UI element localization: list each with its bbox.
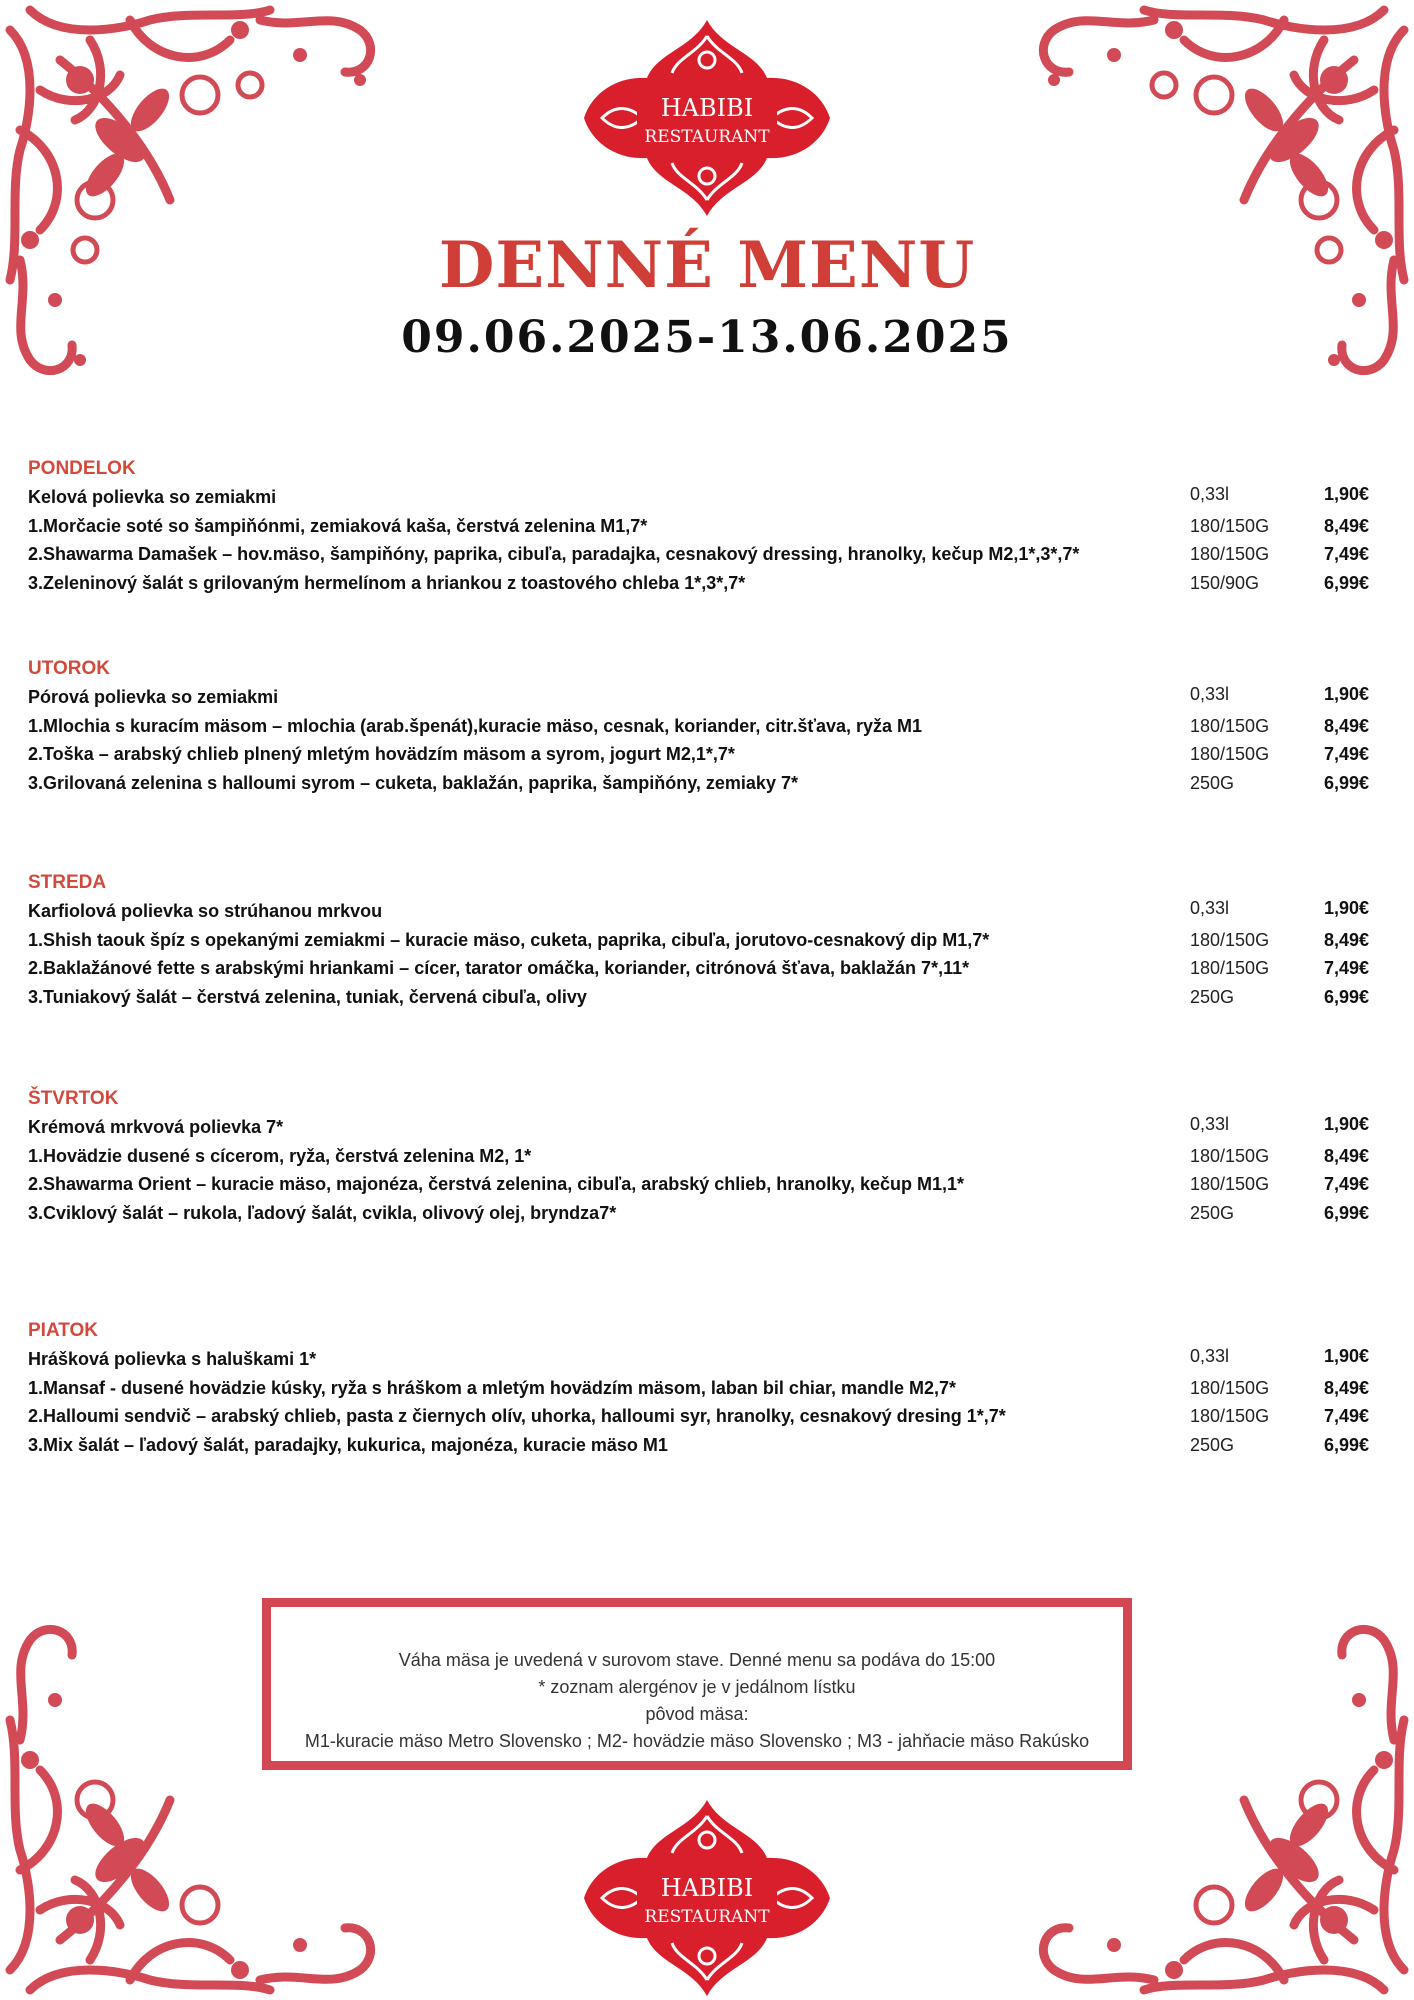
dish-quantity: 180/150G [1190, 544, 1270, 564]
dish-price: 6,99€ [1324, 772, 1370, 793]
menu-row-soup [28, 1113, 1388, 1142]
dish-name: 1.Hovädzie dusené s cícerom, ryža, čerstvá zelenina M2, 1* [28, 1145, 532, 1166]
menu-row [28, 769, 1388, 798]
menu-row [28, 712, 1388, 741]
day-section-stvrtok [28, 1085, 1388, 1227]
dish-name: 3.Cviklový šalát – rukola, ľadový šalát, cvikla, olivový olej, bryndza7* [28, 1202, 617, 1223]
dish-price: 7,49€ [1324, 544, 1370, 564]
dish-price: 8,49€ [1324, 929, 1370, 950]
day-heading: STREDA [28, 872, 107, 893]
corner-ornament-top-left [0, 0, 420, 430]
dish-quantity: 180/150G [1190, 744, 1270, 764]
dish-price: 1,90€ [1324, 898, 1370, 918]
restaurant-logo-bottom [582, 1798, 832, 1998]
menu-row [28, 1170, 1388, 1199]
menu-row [28, 983, 1388, 1012]
dish-quantity: 180/150G [1190, 929, 1270, 950]
dish-quantity: 0,33l [1190, 898, 1230, 918]
day-heading: UTOROK [28, 658, 110, 679]
dish-quantity: 0,33l [1190, 1114, 1230, 1134]
menu-row [28, 512, 1388, 541]
menu-row [28, 1142, 1388, 1171]
dish-price: 1,90€ [1324, 484, 1370, 504]
dish-name: 2.Shawarma Damašek – hov.mäso, šampiňóny, paprika, cibuľa, paradajka, cesnakový dressing, hranolky, kečup M2,1*,3*,7* [28, 544, 1080, 564]
dish-name: 3.Grilovaná zelenina s halloumi syrom – cuketa, baklažán, paprika, šampiňóny, zemiaky 7* [28, 772, 798, 793]
menu-row [28, 740, 1388, 769]
dish-quantity: 180/150G [1190, 958, 1270, 978]
footer-note [271, 1647, 1123, 1755]
menu-row [28, 1431, 1388, 1460]
dish-quantity: 250G [1190, 1434, 1235, 1455]
corner-ornament-top-right [994, 0, 1414, 430]
dish-quantity: 250G [1190, 986, 1235, 1007]
dish-price: 6,99€ [1324, 986, 1370, 1007]
dish-price: 6,99€ [1324, 1434, 1370, 1455]
footer-note-box [262, 1598, 1132, 1770]
dish-quantity: 180/150G [1190, 715, 1270, 736]
dish-price: 6,99€ [1324, 572, 1370, 593]
dish-name: 1.Morčacie soté so šampiňónmi, zemiaková kaša, čerstvá zelenina M1,7* [28, 515, 648, 536]
dish-name: Karfiolová polievka so strúhanou mrkvou [28, 901, 383, 921]
dish-quantity: 0,33l [1190, 1346, 1230, 1366]
dish-name: 1.Shish taouk špíz s opekanými zemiakmi – kuracie mäso, cuketa, paprika, cibuľa, jorutovo-cesnakový dip M1,7* [28, 929, 990, 950]
day-section-streda [28, 869, 1388, 1011]
dish-name: Krémová mrkvová polievka 7* [28, 1117, 284, 1137]
day-heading: PONDELOK [28, 458, 136, 479]
date-range: 09.06.2025-13.06.2025 [401, 312, 1013, 363]
dish-quantity: 180/150G [1190, 1406, 1270, 1426]
dish-quantity: 250G [1190, 772, 1235, 793]
dish-name: 2.Shawarma Orient – kuracie mäso, majonéza, čerstvá zelenina, cibuľa, arabský chlieb, hranolky, kečup M1,1* [28, 1174, 965, 1194]
dish-quantity: 0,33l [1190, 484, 1230, 504]
day-heading: PIATOK [28, 1320, 99, 1341]
logo-text-restaurant: RESTAURANT [644, 127, 770, 147]
dish-name: Hrášková polievka s haluškami 1* [28, 1349, 317, 1369]
dish-name: 2.Toška – arabský chlieb plnený mletým hovädzím mäsom a syrom, jogurt M2,1*,7* [28, 744, 735, 764]
day-section-piatok [28, 1317, 1388, 1459]
logo-text-restaurant: RESTAURANT [644, 1907, 770, 1927]
dish-name: Kelová polievka so zemiakmi [28, 487, 277, 507]
dish-price: 7,49€ [1324, 744, 1370, 764]
dish-quantity: 180/150G [1190, 1145, 1270, 1166]
menu-title: DENNÉ MENU [438, 228, 976, 303]
menu-row [28, 569, 1388, 598]
menu-row-soup [28, 483, 1388, 512]
menu-row [28, 1199, 1388, 1228]
menu-row [28, 926, 1388, 955]
dish-quantity: 0,33l [1190, 684, 1230, 704]
dish-name: Pórová polievka so zemiakmi [28, 687, 279, 707]
dish-name: 2.Halloumi sendvič – arabský chlieb, pasta z čiernych olív, uhorka, halloumi syr, hranolky, cesnakový dresing 1*,7* [28, 1406, 1006, 1426]
dish-price: 8,49€ [1324, 1145, 1370, 1166]
day-section-pondelok [28, 455, 1388, 597]
menu-row [28, 954, 1388, 983]
dish-quantity: 180/150G [1190, 1377, 1270, 1398]
dish-name: 3.Zeleninový šalát s grilovaným hermelínom a hriankou z toastového chleba 1*,3*,7* [28, 572, 746, 593]
dish-price: 7,49€ [1324, 1406, 1370, 1426]
note-line-weight-info: Váha mäsa je uvedená v surovom stave. Denné menu sa podáva do 15:00 [398, 1650, 996, 1670]
menu-row-soup [28, 1345, 1388, 1374]
dish-quantity: 150/90G [1190, 572, 1260, 593]
dish-name: 2.Baklažánové fette s arabskými hriankami – cícer, tarator omáčka, koriander, citrónová šťava, baklažán 7*,11* [28, 958, 970, 978]
dish-price: 8,49€ [1324, 515, 1370, 536]
dish-name: 1.Mlochia s kuracím mäsom – mlochia (arab.špenát),kuracie mäso, cesnak, koriander, citr.šťava, ryža M1 [28, 715, 923, 736]
restaurant-logo-top [582, 18, 832, 218]
dish-price: 6,99€ [1324, 1202, 1370, 1223]
menu-row [28, 1374, 1388, 1403]
dish-quantity: 180/150G [1190, 1174, 1270, 1194]
note-line-meat-origin-label: pôvod mäsa: [645, 1704, 749, 1724]
dish-price: 1,90€ [1324, 1346, 1370, 1366]
menu-row [28, 1402, 1388, 1431]
logo-text-habibi: HABIBI [660, 1874, 754, 1902]
logo-text-habibi: HABIBI [660, 94, 754, 122]
note-line-allergens: * zoznam alergénov je v jedálnom lístku [538, 1677, 856, 1697]
note-line-meat-origin: M1-kuracie mäso Metro Slovensko ; M2- hovädzie mäso Slovensko ; M3 - jahňacie mäso Rakúsko [304, 1731, 1090, 1751]
dish-name: 3.Mix šalát – ľadový šalát, paradajky, kukurica, majonéza, kuracie mäso M1 [28, 1434, 668, 1455]
dish-quantity: 250G [1190, 1202, 1235, 1223]
menu-row-soup [28, 683, 1388, 712]
dish-name: 3.Tuniakový šalát – čerstvá zelenina, tuniak, červená cibuľa, olivy [28, 986, 587, 1007]
menu-row-soup [28, 897, 1388, 926]
dish-price: 8,49€ [1324, 715, 1370, 736]
dish-price: 1,90€ [1324, 684, 1370, 704]
dish-quantity: 180/150G [1190, 515, 1270, 536]
day-heading: ŠTVRTOK [28, 1088, 119, 1109]
dish-price: 7,49€ [1324, 1174, 1370, 1194]
day-section-utorok [28, 655, 1388, 797]
dish-price: 1,90€ [1324, 1114, 1370, 1134]
menu-row [28, 540, 1388, 569]
dish-name: 1.Mansaf - dusené hovädzie kúsky, ryža s hráškom a mletým hovädzím mäsom, laban bil chiar, mandle M2,7* [28, 1377, 957, 1398]
dish-price: 8,49€ [1324, 1377, 1370, 1398]
dish-price: 7,49€ [1324, 958, 1370, 978]
